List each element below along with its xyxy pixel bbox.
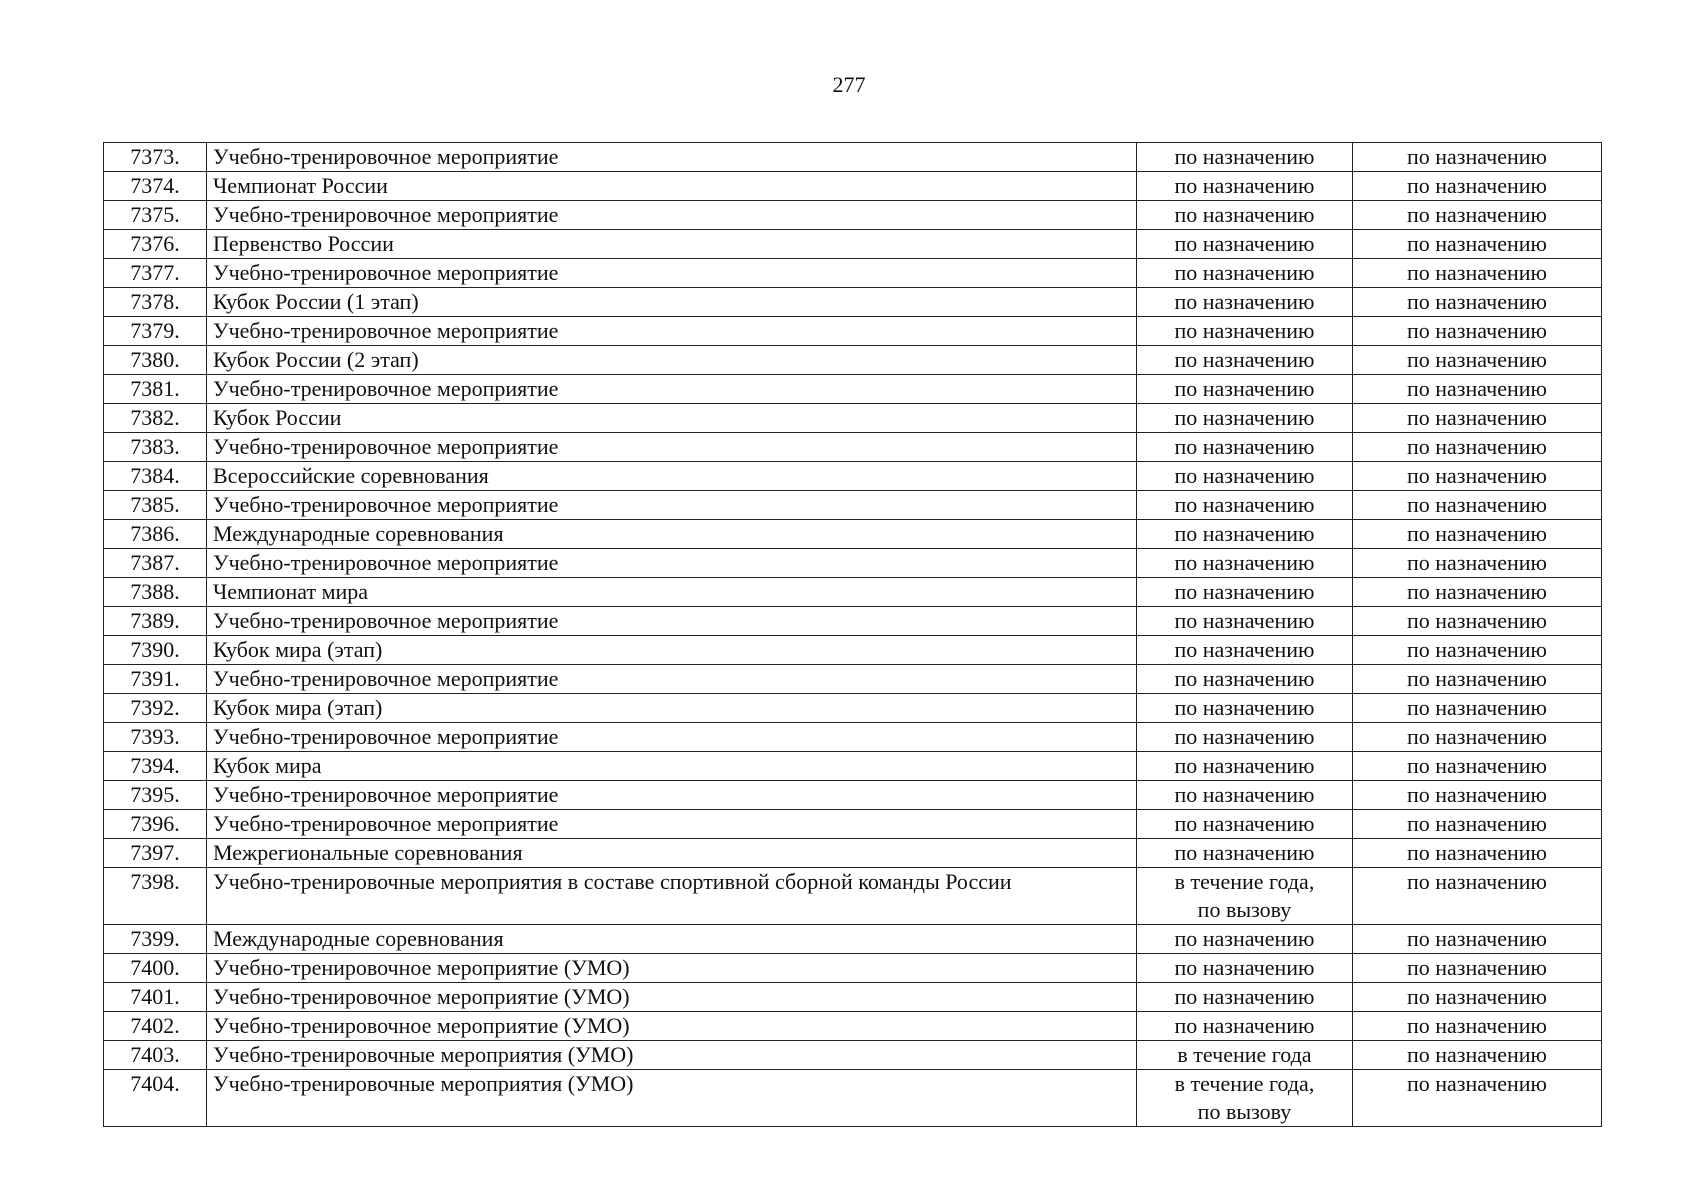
event-dates-line: по назначению	[1174, 434, 1315, 459]
event-location: по назначению	[1353, 288, 1602, 317]
event-dates	[1137, 201, 1353, 230]
row-number: 7387.	[104, 549, 207, 578]
event-location: по назначению	[1353, 578, 1602, 607]
row-number: 7398.	[104, 868, 207, 925]
table-row	[104, 752, 1602, 781]
event-dates-line: по назначению	[1174, 608, 1315, 633]
event-name: Учебно-тренировочное мероприятие	[207, 375, 1137, 404]
event-dates-line: по назначению	[1174, 926, 1315, 951]
row-number: 7393.	[104, 723, 207, 752]
row-number: 7395.	[104, 781, 207, 810]
table-row	[104, 433, 1602, 462]
event-dates	[1137, 925, 1353, 954]
row-number: 7375.	[104, 201, 207, 230]
event-dates	[1137, 1041, 1353, 1070]
row-number: 7403.	[104, 1041, 207, 1070]
event-location: по назначению	[1353, 781, 1602, 810]
event-dates	[1137, 954, 1353, 983]
row-number: 7381.	[104, 375, 207, 404]
event-dates	[1137, 781, 1353, 810]
event-location: по назначению	[1353, 607, 1602, 636]
table-row	[104, 636, 1602, 665]
event-dates	[1137, 462, 1353, 491]
event-dates-line: по назначению	[1174, 202, 1315, 227]
event-name: Учебно-тренировочное мероприятие (УМО)	[207, 983, 1137, 1012]
event-location: по назначению	[1353, 346, 1602, 375]
row-number: 7396.	[104, 810, 207, 839]
event-dates	[1137, 259, 1353, 288]
table-row	[104, 781, 1602, 810]
event-name: Кубок России (1 этап)	[207, 288, 1137, 317]
event-location: по назначению	[1353, 1012, 1602, 1041]
event-dates-line: по назначению	[1174, 405, 1315, 430]
event-name: Кубок России	[207, 404, 1137, 433]
event-dates	[1137, 288, 1353, 317]
event-location: по назначению	[1353, 230, 1602, 259]
table-row	[104, 549, 1602, 578]
event-dates	[1137, 723, 1353, 752]
event-location: по назначению	[1353, 317, 1602, 346]
event-name: Учебно-тренировочное мероприятие	[207, 491, 1137, 520]
row-number: 7402.	[104, 1012, 207, 1041]
table-row	[104, 810, 1602, 839]
row-number: 7392.	[104, 694, 207, 723]
event-dates-line: в течение года	[1177, 1042, 1312, 1067]
table-row	[104, 520, 1602, 549]
event-dates	[1137, 375, 1353, 404]
row-number: 7388.	[104, 578, 207, 607]
row-number: 7386.	[104, 520, 207, 549]
table-row	[104, 607, 1602, 636]
row-number: 7376.	[104, 230, 207, 259]
table-row	[104, 404, 1602, 433]
row-number: 7400.	[104, 954, 207, 983]
row-number: 7399.	[104, 925, 207, 954]
event-name: Учебно-тренировочное мероприятие	[207, 665, 1137, 694]
event-dates-line: по назначению	[1174, 782, 1315, 807]
row-number: 7390.	[104, 636, 207, 665]
event-name: Чемпионат мира	[207, 578, 1137, 607]
table-row	[104, 1041, 1602, 1070]
event-dates-line: по назначению	[1174, 521, 1315, 546]
event-location: по назначению	[1353, 810, 1602, 839]
event-dates-line: по назначению	[1174, 955, 1315, 980]
event-dates	[1137, 578, 1353, 607]
row-number: 7397.	[104, 839, 207, 868]
event-dates-line: по назначению	[1174, 347, 1315, 372]
event-name: Кубок мира (этап)	[207, 636, 1137, 665]
event-dates-line: по назначению	[1174, 579, 1315, 604]
event-name: Первенство России	[207, 230, 1137, 259]
event-location: по назначению	[1353, 752, 1602, 781]
table-row	[104, 172, 1602, 201]
event-location: по назначению	[1353, 839, 1602, 868]
event-name: Учебно-тренировочные мероприятия (УМО)	[207, 1070, 1137, 1127]
row-number: 7380.	[104, 346, 207, 375]
event-dates	[1137, 230, 1353, 259]
row-number: 7394.	[104, 752, 207, 781]
table-row	[104, 375, 1602, 404]
table-row	[104, 317, 1602, 346]
event-location: по назначению	[1353, 172, 1602, 201]
row-number: 7391.	[104, 665, 207, 694]
table-row	[104, 983, 1602, 1012]
event-dates	[1137, 665, 1353, 694]
table-row	[104, 1012, 1602, 1041]
event-location: по назначению	[1353, 1041, 1602, 1070]
table-row	[104, 694, 1602, 723]
event-dates-line: по назначению	[1174, 173, 1315, 198]
event-dates	[1137, 636, 1353, 665]
event-dates-line: по назначению	[1174, 1013, 1315, 1038]
event-dates	[1137, 520, 1353, 549]
event-dates	[1137, 694, 1353, 723]
table-row	[104, 143, 1602, 172]
event-name: Межрегиональные соревнования	[207, 839, 1137, 868]
event-location: по назначению	[1353, 694, 1602, 723]
event-name: Учебно-тренировочное мероприятие (УМО)	[207, 954, 1137, 983]
event-name: Всероссийские соревнования	[207, 462, 1137, 491]
table-row	[104, 839, 1602, 868]
event-dates	[1137, 810, 1353, 839]
event-location: по назначению	[1353, 1070, 1602, 1127]
event-name: Учебно-тренировочное мероприятие	[207, 810, 1137, 839]
event-dates	[1137, 983, 1353, 1012]
row-number: 7382.	[104, 404, 207, 433]
event-dates-line: по назначению	[1174, 550, 1315, 575]
row-number: 7401.	[104, 983, 207, 1012]
event-location: по назначению	[1353, 925, 1602, 954]
table-row	[104, 925, 1602, 954]
event-location: по назначению	[1353, 404, 1602, 433]
event-name: Международные соревнования	[207, 520, 1137, 549]
event-dates-line: по назначению	[1174, 984, 1315, 1009]
event-location: по назначению	[1353, 462, 1602, 491]
event-dates	[1137, 752, 1353, 781]
event-location: по назначению	[1353, 636, 1602, 665]
row-number: 7389.	[104, 607, 207, 636]
event-dates-line: по вызову	[1197, 1099, 1292, 1124]
event-dates-line: по назначению	[1174, 666, 1315, 691]
event-name: Учебно-тренировочное мероприятие	[207, 201, 1137, 230]
table-row	[104, 491, 1602, 520]
event-dates	[1137, 1012, 1353, 1041]
event-dates-line: по назначению	[1174, 753, 1315, 778]
event-dates-line: по назначению	[1174, 231, 1315, 256]
event-location: по назначению	[1353, 665, 1602, 694]
event-name: Учебно-тренировочное мероприятие (УМО)	[207, 1012, 1137, 1041]
row-number: 7383.	[104, 433, 207, 462]
event-dates	[1137, 607, 1353, 636]
event-location: по назначению	[1353, 259, 1602, 288]
event-dates-line: по назначению	[1174, 695, 1315, 720]
event-location: по назначению	[1353, 549, 1602, 578]
table-row	[104, 230, 1602, 259]
event-location: по назначению	[1353, 375, 1602, 404]
event-name: Учебно-тренировочное мероприятие	[207, 607, 1137, 636]
event-location: по назначению	[1353, 433, 1602, 462]
table-row	[104, 288, 1602, 317]
event-dates-line: по назначению	[1174, 811, 1315, 836]
event-dates-line: по назначению	[1174, 463, 1315, 488]
event-name: Кубок России (2 этап)	[207, 346, 1137, 375]
row-number: 7378.	[104, 288, 207, 317]
table-row	[104, 578, 1602, 607]
event-name: Учебно-тренировочное мероприятие	[207, 143, 1137, 172]
event-dates	[1137, 317, 1353, 346]
page-number: 277	[832, 72, 866, 97]
event-dates	[1137, 839, 1353, 868]
event-name: Учебно-тренировочное мероприятие	[207, 549, 1137, 578]
event-location: по назначению	[1353, 723, 1602, 752]
event-dates	[1137, 868, 1353, 925]
table-row	[104, 723, 1602, 752]
row-number: 7404.	[104, 1070, 207, 1127]
event-name: Кубок мира (этап)	[207, 694, 1137, 723]
event-location: по назначению	[1353, 520, 1602, 549]
event-dates	[1137, 346, 1353, 375]
event-dates	[1137, 143, 1353, 172]
table-row	[104, 954, 1602, 983]
event-dates-line: по назначению	[1174, 492, 1315, 517]
events-table-body	[104, 143, 1602, 1127]
table-row	[104, 462, 1602, 491]
event-dates	[1137, 433, 1353, 462]
event-dates-line: по назначению	[1174, 318, 1315, 343]
event-dates	[1137, 172, 1353, 201]
event-location: по назначению	[1353, 143, 1602, 172]
row-number: 7384.	[104, 462, 207, 491]
event-name: Учебно-тренировочные мероприятия в составе спортивной сборной команды России	[207, 868, 1137, 925]
event-name: Учебно-тренировочное мероприятие	[207, 781, 1137, 810]
event-dates	[1137, 549, 1353, 578]
event-location: по назначению	[1353, 954, 1602, 983]
event-name: Чемпионат России	[207, 172, 1137, 201]
event-name: Учебно-тренировочное мероприятие	[207, 433, 1137, 462]
table-row	[104, 1070, 1602, 1127]
event-name: Кубок мира	[207, 752, 1137, 781]
row-number: 7379.	[104, 317, 207, 346]
table-row	[104, 665, 1602, 694]
event-name: Международные соревнования	[207, 925, 1137, 954]
event-location: по назначению	[1353, 983, 1602, 1012]
event-name: Учебно-тренировочное мероприятие	[207, 723, 1137, 752]
events-table	[103, 142, 1602, 1127]
row-number: 7373.	[104, 143, 207, 172]
event-dates-line: по назначению	[1174, 289, 1315, 314]
event-dates-line: по назначению	[1174, 376, 1315, 401]
row-number: 7385.	[104, 491, 207, 520]
event-dates-line: по назначению	[1174, 637, 1315, 662]
event-name: Учебно-тренировочные мероприятия (УМО)	[207, 1041, 1137, 1070]
event-dates	[1137, 404, 1353, 433]
row-number: 7377.	[104, 259, 207, 288]
table-row	[104, 346, 1602, 375]
event-dates	[1137, 1070, 1353, 1127]
event-dates-line: по назначению	[1174, 840, 1315, 865]
event-location: по назначению	[1353, 201, 1602, 230]
table-row	[104, 259, 1602, 288]
event-dates-line: по вызову	[1197, 897, 1292, 922]
event-location: по назначению	[1353, 491, 1602, 520]
event-name: Учебно-тренировочное мероприятие	[207, 259, 1137, 288]
event-dates	[1137, 491, 1353, 520]
row-number: 7374.	[104, 172, 207, 201]
event-dates-line: по назначению	[1174, 724, 1315, 749]
event-dates-line: по назначению	[1174, 144, 1315, 169]
event-name: Учебно-тренировочное мероприятие	[207, 317, 1137, 346]
table-row	[104, 868, 1602, 925]
event-dates-line: в течение года,	[1174, 869, 1315, 894]
table-row	[104, 201, 1602, 230]
event-location: по назначению	[1353, 868, 1602, 925]
event-dates-line: в течение года,	[1174, 1071, 1315, 1096]
event-dates-line: по назначению	[1174, 260, 1315, 285]
